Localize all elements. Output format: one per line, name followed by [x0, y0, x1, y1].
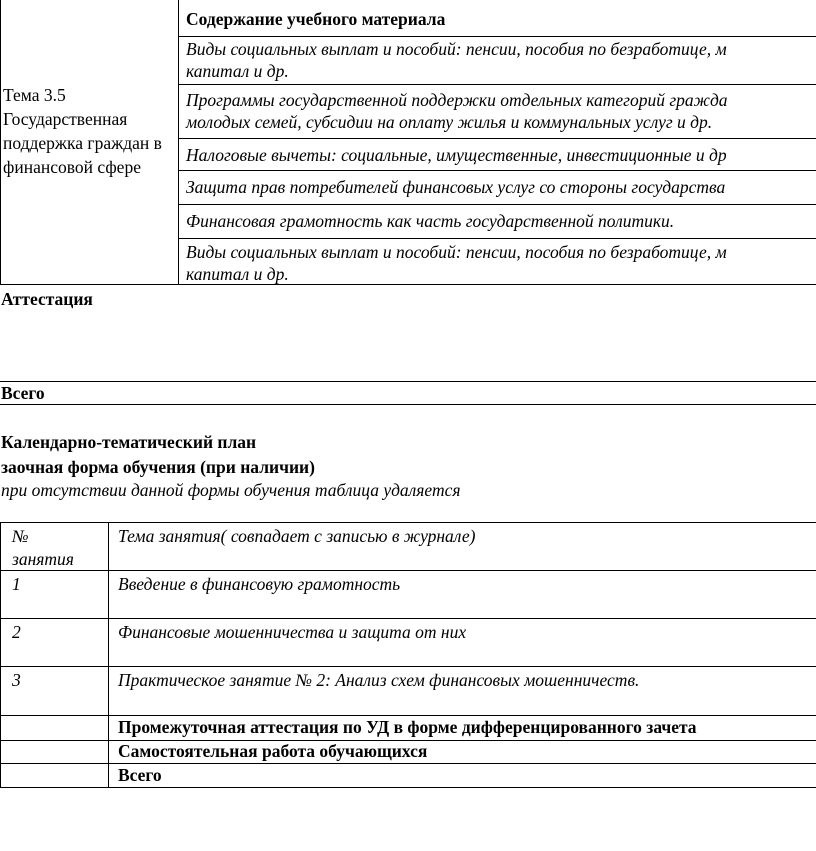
table2-hline [0, 618, 816, 619]
table1-hline [178, 84, 816, 85]
content-row-1-line2: капитал и др. [186, 61, 289, 81]
total-bottom-border [0, 404, 816, 405]
content-row-3: Налоговые вычеты: социальные, имущественные, инвестиционные и др [186, 145, 727, 165]
content-row-2-line2: молодых семей, субсидии на оплату жилья и коммунальных услуг и др. [186, 112, 713, 132]
table1-hline [178, 170, 816, 171]
table1-hline [178, 238, 816, 239]
content-row-5: Финансовая грамотность как часть государственной политики. [186, 211, 675, 231]
table1-left-border [0, 0, 1, 284]
table1-col-divider [178, 0, 179, 284]
section-note: при отсутствии данной формы обучения таблица удаляется [1, 480, 461, 500]
table1-hline [178, 138, 816, 139]
content-header: Содержание учебного материала [186, 9, 446, 29]
table2-hline [0, 570, 816, 571]
table1-hline [178, 204, 816, 205]
attestation-label: Аттестация [1, 289, 93, 309]
col-topic-header: Тема занятия( совпадает с записью в журнале) [118, 526, 476, 546]
content-row-4: Защита прав потребителей финансовых услуг со стороны государства [186, 177, 726, 197]
content-row-1-line1: Виды социальных выплат и пособий: пенсии, пособия по безработице, м [186, 39, 727, 59]
content-row-6-line2: капитал и др. [186, 264, 289, 284]
row-1-num: 1 [12, 574, 21, 594]
table2-hline [0, 666, 816, 667]
section-title-line1: Календарно-тематический план [1, 432, 257, 452]
topic-title: Тема 3.5 Государственная поддержка граждан в финансовой сфере [3, 85, 162, 177]
total-label: Всего [1, 383, 45, 403]
table2-top-border [0, 522, 816, 523]
table1-hline [178, 36, 816, 37]
row-3-topic: Практическое занятие № 2: Анализ схем финансовых мошенничеств. [118, 670, 640, 690]
footer-row-total: Всего [118, 765, 162, 785]
row-2-topic: Финансовые мошенничества и защита от них [118, 622, 467, 642]
section-title-line2: заочная форма обучения (при наличии) [1, 457, 315, 477]
attestation-bottom-border [0, 381, 816, 382]
row-2-num: 2 [12, 622, 21, 642]
table2-bottom-border [0, 787, 816, 788]
table2-left-border [0, 522, 1, 787]
table1-bottom-border [0, 284, 816, 285]
col-num-header: № занятия [12, 526, 74, 569]
row-3-num: 3 [12, 670, 21, 690]
content-row-2-line1: Программы государственной поддержки отдельных категорий гражда [186, 90, 728, 110]
table2-col-divider [108, 522, 109, 787]
footer-row-independent-work: Самостоятельная работа обучающихся [118, 741, 428, 761]
row-1-topic: Введение в финансовую грамотность [118, 574, 401, 594]
footer-row-interim-attestation: Промежуточная аттестация по УД в форме дифференцированного зачета [118, 717, 697, 737]
content-row-6-line1: Виды социальных выплат и пособий: пенсии, пособия по безработице, м [186, 242, 727, 262]
